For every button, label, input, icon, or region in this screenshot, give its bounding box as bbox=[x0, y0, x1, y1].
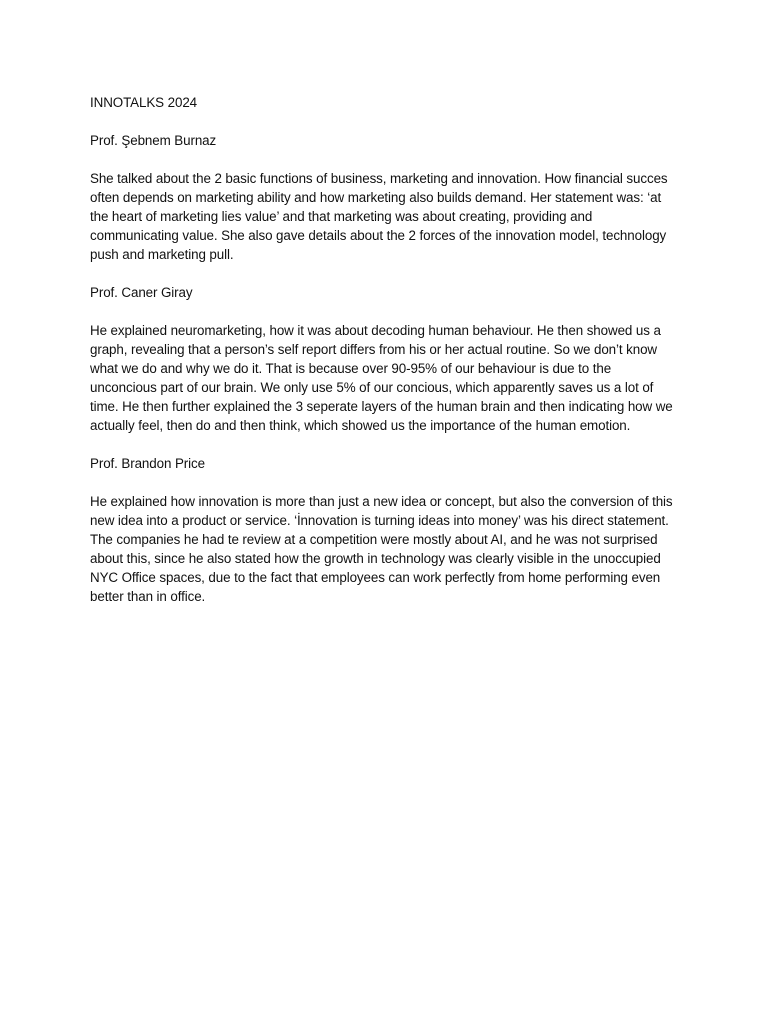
speaker-summary: He explained how innovation is more than just a new idea or concept, but also the conversion of this new idea into a product or service. ‘İnnovation is turning ideas into money’ was his direct statement. The companies he had te review at a competition were mostly about AI, and he was not surprised about this, since he also stated how the growth in technology was clearly visible in the unoccupied NYC Office spaces, due to the fact that employees can work perfectly from home performing even better than in office. bbox=[90, 494, 673, 604]
speaker-heading: Prof. Brandon Price bbox=[90, 456, 205, 471]
document-body bbox=[90, 93, 680, 625]
speaker-summary: He explained neuromarketing, how it was about decoding human behaviour. He then showed us a graph, revealing that a person’s self report differs from his or her actual routine. So we don’t know what we do and why we do it. That is because over 90-95% of our behaviour is due to the unconcious part of our brain. We only use 5% of our concious, which apparently saves us a lot of time. He then further explained the 3 seperate layers of the human brain and then indicating how we actually feel, then do and then think, which showed us the importance of the human emotion. bbox=[90, 323, 673, 433]
speaker-summary: She talked about the 2 basic functions of business, marketing and innovation. How financial succes often depends on marketing ability and how marketing also builds demand. Her statement was: ‘at the heart of marketing lies value’ and that marketing was about creating, providing and communicating value. She also gave details about the 2 forces of the innovation model, technology push and marketing pull. bbox=[90, 171, 668, 262]
speaker-heading: Prof. Şebnem Burnaz bbox=[90, 133, 217, 148]
document-title: INNOTALKS 2024 bbox=[90, 95, 198, 110]
speaker-heading: Prof. Caner Giray bbox=[90, 285, 193, 300]
